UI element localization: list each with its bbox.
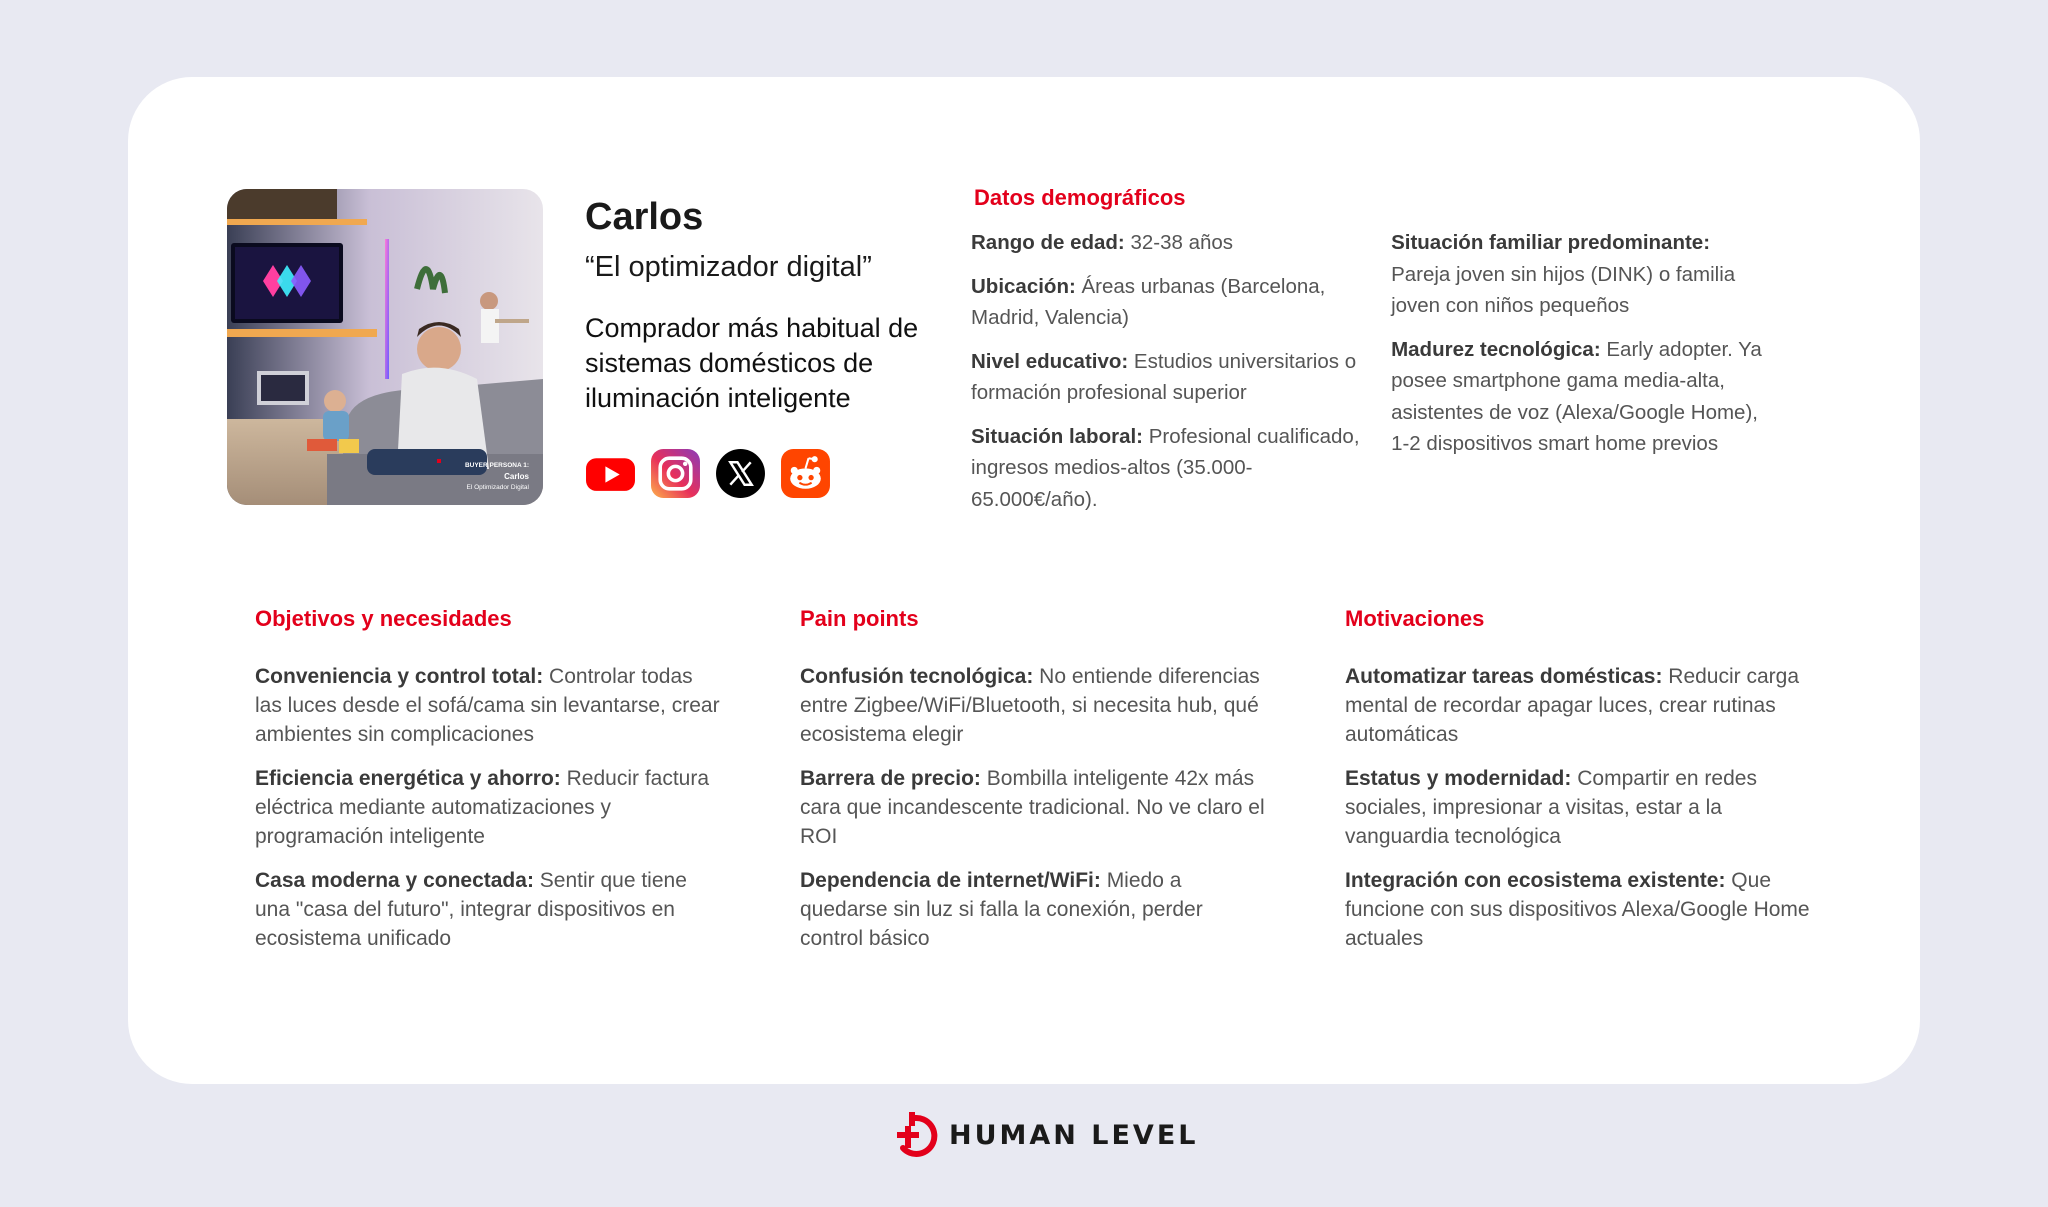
motivation-item: Estatus y modernidad: Compartir en redes sociales, impresionar a visitas, estar a la vanguardia tecnológica [1345,767,1757,848]
goal-item: Eficiencia energética y ahorro: Reducir factura eléctrica mediante automatizaciones y programación inteligente [255,767,710,848]
persona-photo [227,189,543,505]
photo-caption-line3: El Optimizador Digital [466,484,529,491]
goals-title: Objetivos y necesidades [255,606,512,631]
pain-points-title: Pain points [800,606,919,631]
demographic-item: Madurez tecnológica: Early adopter. Ya posee smartphone gama media-alta, asistentes de voz (Alexa/Google Home), 1-2 dispositivos smart home previos [1391,337,1762,455]
motivations-section [1345,604,1815,968]
persona-card [128,77,1920,1084]
persona-tagline: Comprador más habitual de sistemas domésticos de iluminación inteligente [585,313,919,413]
photo-caption-line1: BUYER PERSONA 1: [464,462,529,469]
pain-point-item: Dependencia de internet/WiFi: Miedo a quedarse sin luz si falla la conexión, perder control básico [800,869,1203,950]
demographic-item: Nivel educativo: Estudios universitarios o formación profesional superior [971,349,1357,404]
goal-item: Conveniencia y control total: Controlar todas las luces desde el sofá/cama sin levantarse, crear ambientes sin complicaciones [255,665,720,746]
pain-points-section [800,604,1270,968]
demographics-title: Datos demográficos [974,185,1186,210]
demographic-item: Situación laboral: Profesional cualificado, ingresos medios-altos (35.000-65.000€/año). [971,424,1360,511]
persona-identity [585,189,925,499]
demographics-column-2 [1391,227,1774,527]
demographics-column-1 [971,227,1373,527]
human-level-logo-icon [895,1112,939,1158]
motivation-item: Automatizar tareas domésticas: Reducir carga mental de recordar apagar luces, crear rutinas automáticas [1345,665,1800,746]
youtube-icon [585,448,636,499]
motivation-item: Integración con ecosistema existente: Que funcione con sus dispositivos Alexa/Google Home actuales [1345,869,1810,950]
x-icon [715,448,766,499]
demographic-item: Ubicación: Áreas urbanas (Barcelona, Madrid, Valencia) [971,274,1326,329]
demographic-item: Situación familiar predominante: Pareja joven sin hijos (DINK) o familia joven con niños pequeños [1391,231,1736,317]
demographics-section [971,183,1774,527]
persona-nickname: “El optimizador digital” [585,251,872,283]
pain-point-item: Barrera de precio: Bombilla inteligente 42x más cara que incandescente tradicional. No ve claro el ROI [800,767,1265,848]
human-level-logo [895,1112,1198,1158]
goals-section [255,604,725,968]
reddit-icon [780,448,831,499]
motivations-title: Motivaciones [1345,606,1485,631]
demographic-item: Rango de edad: 32-38 años [971,231,1234,254]
goal-item: Casa moderna y conectada: Sentir que tiene una "casa del futuro", integrar dispositivos en ecosistema unificado [255,869,687,950]
social-icons [585,448,925,499]
pain-point-item: Confusión tecnológica: No entiende diferencias entre Zigbee/WiFi/Bluetooth, si necesita hub, qué ecosistema elegir [800,665,1260,746]
photo-caption-line2: Carlos [504,472,529,481]
instagram-icon [650,448,701,499]
persona-name: Carlos [585,196,704,238]
brand-name: HUMAN LEVEL [949,1119,1199,1151]
